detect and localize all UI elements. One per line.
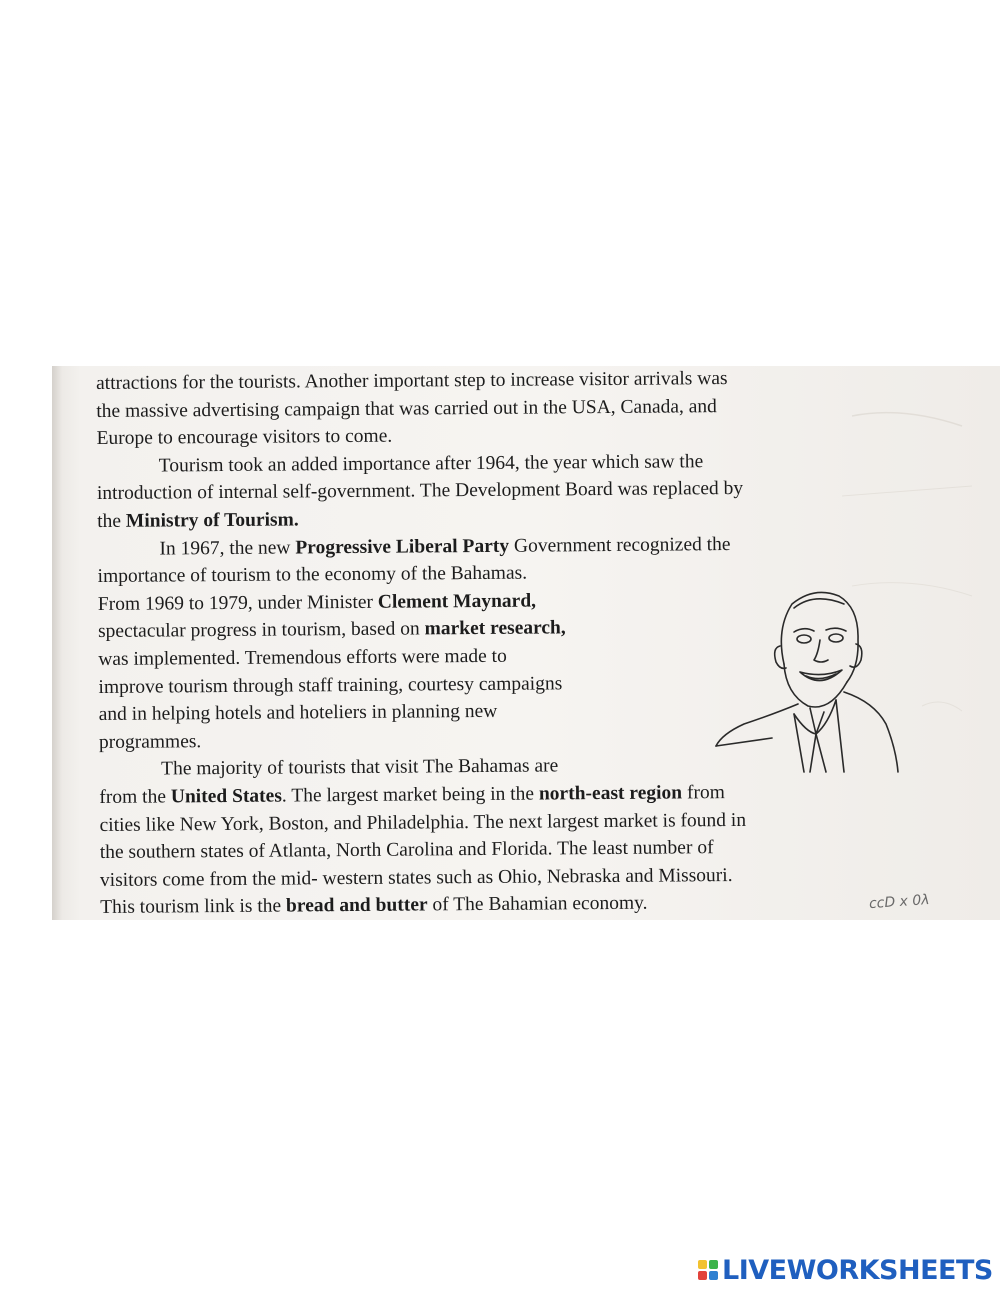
- handwritten-margin-note: ccD x 0λ: [868, 891, 931, 913]
- text-run: In 1967, the new: [159, 537, 296, 560]
- bold-term: Progressive Liberal Party: [295, 535, 510, 559]
- text-run: cities like New York, Boston, and Philadelphia. The next largest market is found in: [99, 809, 747, 836]
- bold-term: north-east region: [538, 782, 683, 805]
- text-run: from: [682, 781, 725, 804]
- logo-square-2: [709, 1260, 718, 1269]
- text-run: Europe to encourage visitors to come.: [96, 425, 393, 450]
- text-run: Government recognized the: [508, 533, 731, 557]
- bold-term: Clement Maynard,: [377, 590, 537, 613]
- liveworksheets-logo: [698, 1253, 993, 1287]
- bold-term: Ministry of Tourism.: [125, 509, 299, 532]
- scanned-page: [52, 366, 1000, 920]
- text-run: the massive advertising campaign that was carried out in the USA, Canada, and: [96, 395, 717, 422]
- text-run: of The Bahamian economy.: [427, 892, 648, 916]
- bold-term: market research,: [424, 617, 566, 640]
- logo-mark-icon: [698, 1260, 718, 1280]
- text-run: From 1969 to 1979, under Minister: [97, 591, 378, 615]
- text-run: the: [97, 510, 126, 532]
- text-run: Tourism took an added importance after 1964, the year which saw the: [158, 451, 704, 477]
- logo-square-1: [698, 1260, 707, 1269]
- text-line: [100, 888, 900, 922]
- text-run: . The largest market being in the: [281, 783, 540, 807]
- text-run: introduction of internal self-government. The Development Board was replaced by: [96, 478, 744, 505]
- text-run: This tourism link is the: [100, 895, 287, 919]
- text-run: importance of tourism to the economy of the Bahamas.: [97, 562, 528, 588]
- logo-square-4: [709, 1271, 718, 1280]
- text-run: from the: [99, 786, 171, 808]
- text-run: visitors come from the mid- western states such as Ohio, Nebraska and Missouri.: [99, 864, 733, 891]
- text-run: spectacular progress in tourism, based on: [97, 618, 425, 643]
- scan-shadow-edge: [52, 366, 62, 920]
- logo-text: LIVEWORKSHEETS: [722, 1254, 993, 1286]
- bold-term: bread and butter: [285, 894, 428, 917]
- text-run: improve tourism through staff training, courtesy campaigns: [98, 672, 563, 698]
- text-run: the southern states of Atlanta, North Carolina and Florida. The least number of: [99, 837, 714, 864]
- text-run: The majority of tourists that visit The Bahamas are: [161, 755, 559, 780]
- portrait-sketch-icon: [714, 574, 904, 774]
- text-run: attractions for the tourists. Another important step to increase visitor arrivals was: [96, 368, 728, 394]
- text-run: and in helping hotels and hoteliers in planning new: [98, 700, 498, 726]
- text-run: was implemented. Tremendous efforts were made to: [98, 645, 507, 670]
- text-run: programmes.: [98, 730, 202, 753]
- logo-square-3: [698, 1271, 707, 1280]
- bold-term: United States: [170, 785, 282, 808]
